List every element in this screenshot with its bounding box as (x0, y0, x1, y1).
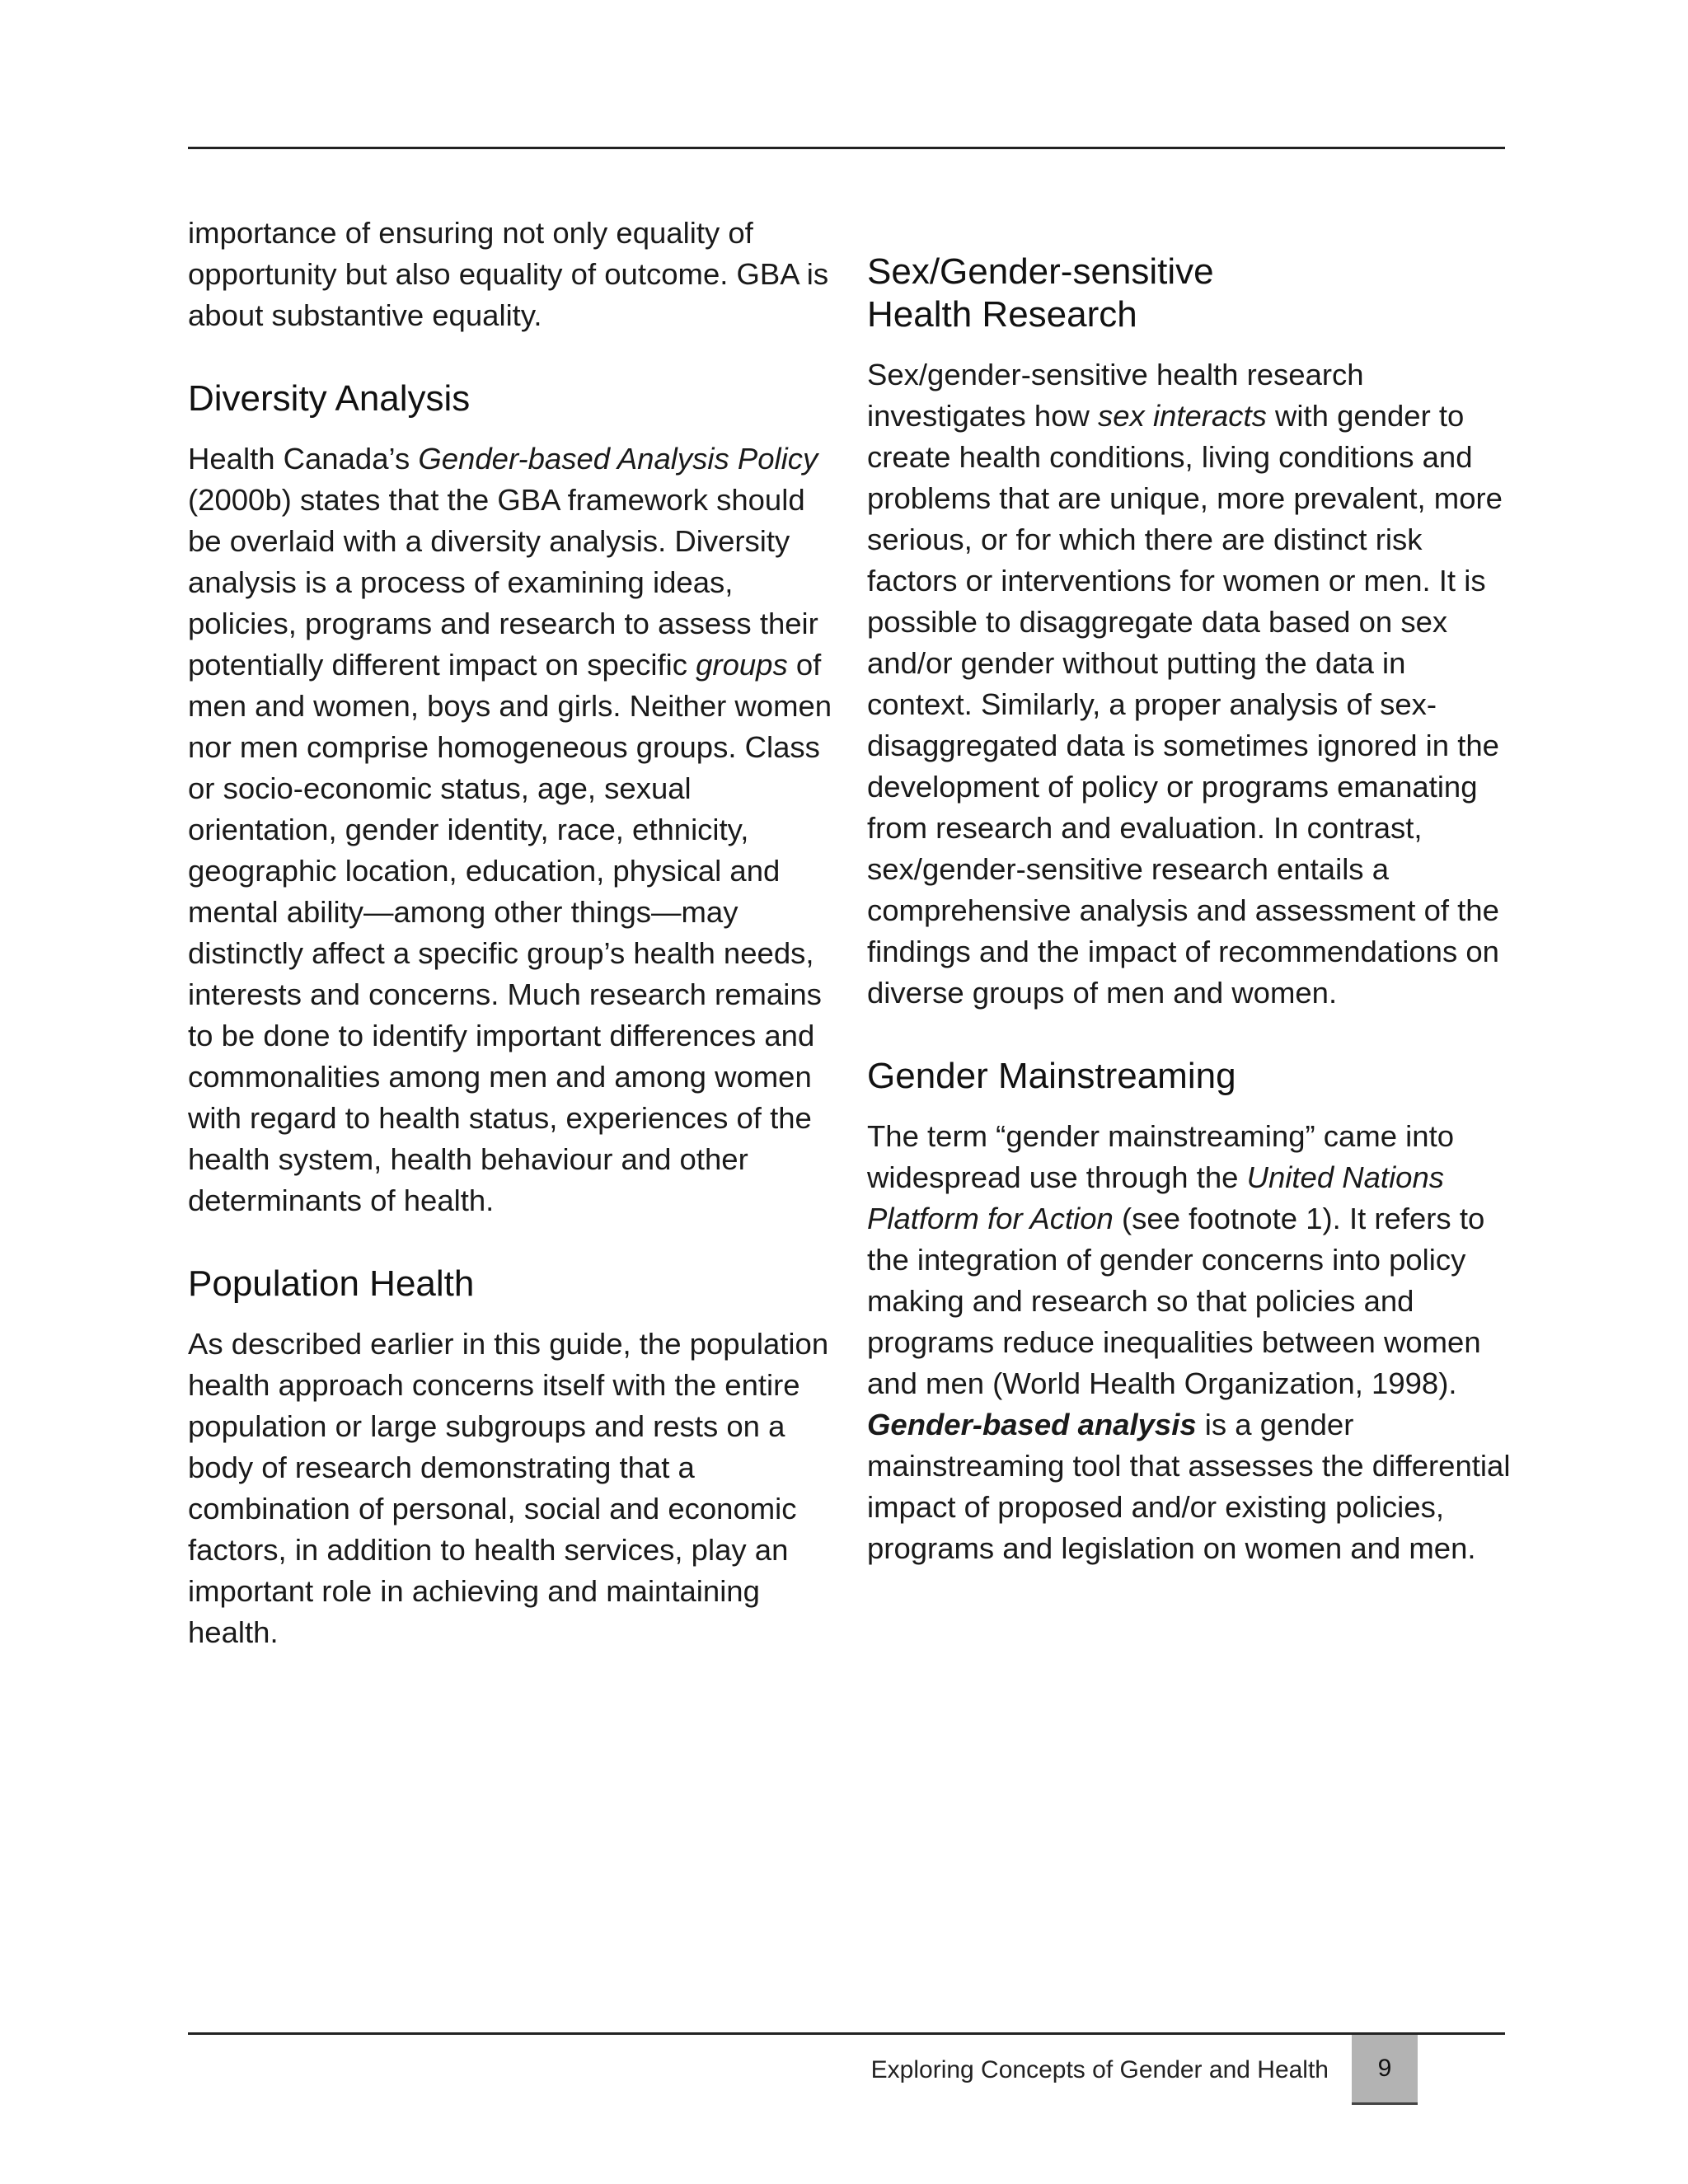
paragraph-gender-mainstreaming (867, 1116, 1518, 1569)
heading-gender-mainstreaming: Gender Mainstreaming (867, 1056, 1236, 1096)
footer-rule (188, 2032, 1505, 2035)
text-run: is a gender mainstreaming tool that assesses the differential impact of proposed and/or existing policies, programs and legislation on women and men. (867, 1408, 1511, 1565)
heading-line-2: Health Research (867, 294, 1137, 335)
header-rule (188, 147, 1505, 149)
footer-title: Exploring Concepts of Gender and Health (870, 2056, 1329, 2083)
italic-sex-interacts: sex interacts (1098, 399, 1267, 433)
paragraph-population-health: As described earlier in this guide, the population health approach concerns itself with the entire population or large subgroups and rests on a body of research demonstrating that a combination of personal, social and economic factors, in addition to health services, play an important role in achieving and maintaining health. (188, 1327, 829, 1649)
bold-italic-gba: Gender-based analysis (867, 1408, 1197, 1441)
italic-un-platform: United Nations Platform for Action (867, 1160, 1445, 1235)
text-run: Sex/gender-sensitive health research investigates how (867, 358, 1364, 433)
right-column (867, 213, 1518, 1569)
page-number: 9 (1377, 2055, 1392, 2082)
italic-policy-title: Gender-based Analysis Policy (418, 442, 818, 476)
heading-diversity-analysis: Diversity Analysis (188, 378, 471, 419)
text-run: of men and women, boys and girls. Neither women nor men comprise homogeneous groups. Class or socio-economic status, age, sexual orientation, gender identity, race, ethnicity, geographic location, education, physical and mental ability—among other things—may distinctly affect a specific group’s health needs, interests and concerns. Much research remains to be done to identify important differences and commonalities among men and among women with regard to health status, experiences of the health system, health behaviour and other determinants of health. (188, 648, 832, 1217)
paragraph-sex-gender-research (867, 354, 1518, 1014)
text-run: Health Canada’s (188, 442, 419, 476)
left-column (188, 213, 839, 1653)
text-run: The term “gender mainstreaming” came into widespread use through the (867, 1119, 1455, 1194)
heading-line-1: Sex/Gender-sensitive (867, 251, 1214, 292)
text-run: (see footnote 1). It refers to the integration of gender concerns into policy making and research so that policies and programs reduce inequalities between women and men (World Health Organization, 1998). (867, 1202, 1485, 1400)
heading-population-health: Population Health (188, 1263, 475, 1304)
paragraph-continuation: importance of ensuring not only equality of opportunity but also equality of outcome. GBA is about substantive equality. (188, 216, 829, 332)
italic-groups: groups (696, 648, 788, 682)
heading-sex-gender-research (867, 251, 1518, 336)
page-number-box (1352, 2035, 1418, 2105)
text-run: with gender to create health conditions, living conditions and problems that are unique, more prevalent, more serious, or for which there are distinct risk factors or interventions for women or men. It is possible to disaggregate data based on sex and/or gender without putting the data in context. Similarly, a proper analysis of sex-disaggregated data is sometimes ignored in the development of policy or programs emanating from research and evaluation. In contrast, sex/gender-sensitive research entails a comprehensive analysis and assessment of the findings and the impact of recommendations on diverse groups of men and women. (867, 399, 1503, 1010)
footer (849, 2036, 1426, 2105)
text-run: (2000b) states that the GBA framework should be overlaid with a diversity analysis. Diversity analysis is a process of examining ideas, policies, programs and research to assess their potentially different impact on specific (188, 483, 818, 682)
paragraph-diversity-analysis (188, 438, 839, 1221)
